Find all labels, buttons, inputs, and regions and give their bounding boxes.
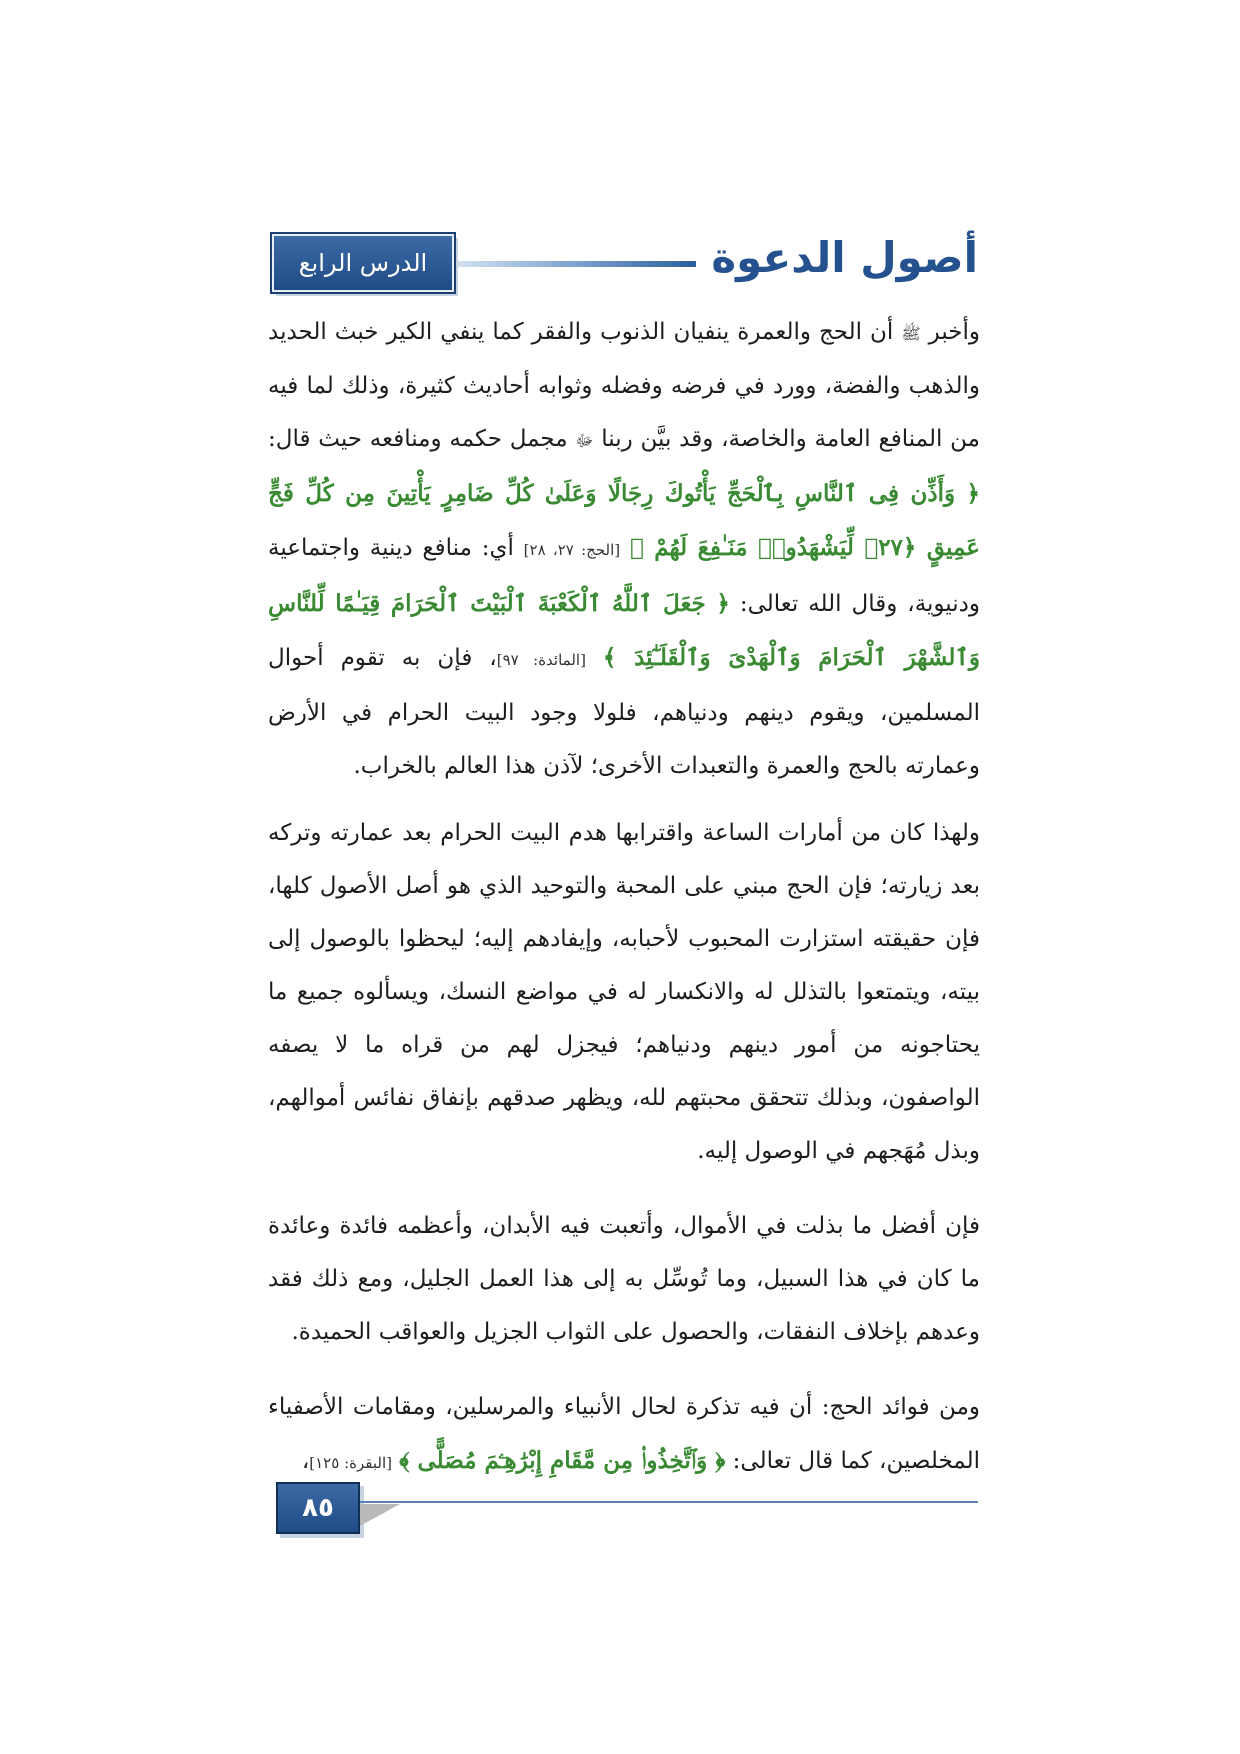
header-divider xyxy=(452,261,696,267)
verse-reference: [البقرة: ١٢٥] xyxy=(309,1454,392,1472)
text-segment: ، فإن به تقوم أحوال المسلمين، ويقوم دينهم ودنياهم، فلولا وجود البيت الحرام في الأرض وعمارته بالحج والعمرة والتعبدات الأخرى؛ لآذن هذا العالم بالخراب. xyxy=(268,645,980,779)
paragraph-4 xyxy=(268,1381,980,1490)
page-body xyxy=(268,306,980,1504)
footer-shadow-wedge xyxy=(360,1504,400,1526)
quran-verse: ﴿ جَعَلَ ٱللَّهُ ٱلْكَعْبَةَ ٱلْبَيْتَ ٱلْحَرَامَ قِيَـٰمًا لِّلنَّاسِ وَٱلشَّهْرَ ٱلْحَرَامَ وَٱلْهَدْىَ وَٱلْقَلَـٰٓئِدَ ﴾ xyxy=(268,590,981,671)
verse-reference: [الحج: ٢٧، ٢٨] xyxy=(523,541,621,559)
text-segment: ومن فوائد الحج: أن فيه تذكرة لحال الأنبياء والمرسلين، ومقامات الأصفياء المخلصين، كما قال تعالى: xyxy=(268,1394,980,1474)
quran-verse: ﴿ وَأَذِّن فِى ٱلنَّاسِ بِٱلْحَجِّ يَأْتُوكَ رِجَالًا وَعَلَىٰ كُلِّ ضَامِرٍ يَأْتِينَ مِن كُلِّ فَجٍّ عَمِيقٍ ﴿٢٧﴾ لِّيَشْهَدُوا۟ مَنَـٰفِعَ لَهُمْ ﴾ xyxy=(268,480,981,561)
paragraph-2: ولهذا كان من أمارات الساعة واقترابها هدم البيت الحرام بعد عمارته وتركه بعد زيارته؛ فإن الحج مبني على المحبة والتوحيد الذي هو أصل الأصول كلها، فإن حقيقته استزارت المحبوب لأحبابه، وإيفادهم إليه؛ ليحظوا بالوصول إلى بيته، ويتمتعوا بالتذلل له والانكسار له في مواضع النسك، ويسألوه جميع ما يحتاجونه من أمور دينهم ودنياهم؛ فيجزل لهم من قراه ما لا يصفه الواصفون، وبذلك تتحقق محبتهم لله، ويظهر صدقهم بإنفاق نفائس أموالهم، وبذل مُهَجهم في الوصول إليه. xyxy=(268,820,980,1164)
book-title: أصول الدعوة xyxy=(711,233,978,282)
text-segment: وأخبر xyxy=(920,319,980,345)
lesson-badge: الدرس الرابع xyxy=(272,234,454,292)
honorific-symbol: ﷺ xyxy=(901,324,921,343)
paragraph-1 xyxy=(268,306,980,793)
paragraph-3: فإن أفضل ما بذلت في الأموال، وأتعبت فيه الأبدان، وأعظمه فائدة وعائدة ما كان في هذا السبيل، وما تُوسِّل به إلى هذا العمل الجليل، ومع ذلك فقد وعدهم بإخلاف النفقات، والحصول على الثواب الجزيل والعواقب الحميدة. xyxy=(268,1213,980,1345)
page-footer xyxy=(276,1482,978,1532)
text-segment: أي: منافع دينية واجتماعية ودنيوية، وقال الله تعالى: xyxy=(268,535,981,617)
footer-divider xyxy=(360,1501,978,1503)
page-number: ٨٥ xyxy=(276,1482,360,1534)
text-segment: أن الحج والعمرة ينفيان الذنوب والفقر كما ينفي الكير خبث الحديد والذهب والفضة، وورد في فرضه وفضله وثوابه أحاديث كثيرة، وذلك لما فيه من المنافع العامة والخاصة، وقد بيَّن ربنا xyxy=(268,319,980,452)
honorific-symbol: ﷻ xyxy=(575,431,594,450)
verse-reference: [المائدة: ٩٧] xyxy=(496,651,586,669)
quran-verse: ﴿ وَٱتَّخِذُوا۟ مِن مَّقَامِ إِبْرَٰهِـۧمَ مُصَلًّى ﴾ xyxy=(399,1447,726,1474)
text-segment: مجمل حكمه ومنافعه حيث قال: xyxy=(268,426,576,452)
text-segment: ، xyxy=(301,1448,310,1474)
page-header xyxy=(272,228,978,294)
